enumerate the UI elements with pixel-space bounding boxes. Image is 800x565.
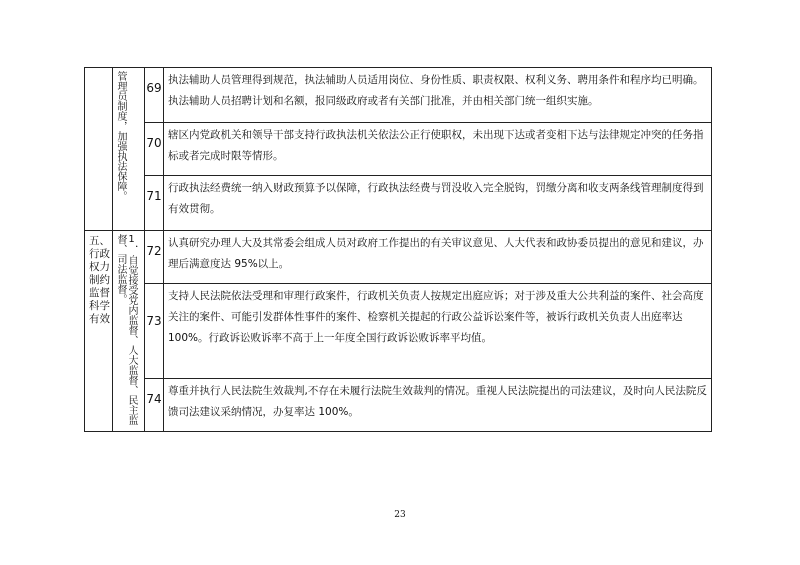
item-number: 72 (146, 244, 162, 258)
table-row (85, 68, 712, 123)
subcategory-cell (113, 68, 145, 231)
item-number: 73 (146, 314, 162, 328)
item-content: 辖区内党政机关和领导干部支持行政执法机关依法公正行使职权，未出现下达或者变相下达与法律规定冲突的任务指标或者完成时限等情形。 (168, 129, 704, 162)
item-number-cell (145, 379, 164, 432)
page-number: 23 (394, 510, 406, 520)
table-row (85, 176, 712, 231)
subcategory-cell (113, 231, 145, 432)
item-content-cell (164, 176, 712, 231)
item-content: 行政执法经费统一纳入财政预算予以保障，行政执法经费与罚没收入完全脱钩，罚缴分离和收支两条线管理制度得到有效贯彻。 (168, 182, 704, 215)
item-content-cell (164, 379, 712, 432)
item-number-cell (145, 68, 164, 123)
item-number: 74 (146, 392, 162, 406)
subcategory-text: 管理员制度，加强执法保障。 (115, 71, 126, 201)
item-content: 支持人民法院依法受理和审理行政案件，行政机关负责人按规定出庭应诉；对于涉及重大公共利益的案件、社会高度关注的案件、可能引发群体性事件的案件、检察机关提起的行政公益诉讼案件等，被诉行政机关负责人出庭率达 100%。行政诉讼败诉率不高于上一年度全国行政诉讼败诉率平均值。 (168, 290, 704, 344)
category-text: 五、行政权力制约监督科学有效 (89, 235, 110, 325)
item-content: 执法辅助人员管理得到规范，执法辅助人员适用岗位、身份性质、职责权限、权利义务、聘用条件和程序均已明确。执法辅助人员招聘计划和名额，报同级政府或者有关部门批准，并由相关部门统一组织实施。 (168, 74, 704, 107)
subcategory-text: 1．自觉接受党内监督、人大监督、民主监督、司法监督。 (115, 234, 137, 425)
category-cell-empty (85, 68, 113, 231)
item-content-cell (164, 68, 712, 123)
item-number-cell (145, 176, 164, 231)
item-number-cell (145, 123, 164, 176)
item-content-cell (164, 284, 712, 379)
indicator-table (84, 67, 712, 432)
item-content-cell (164, 231, 712, 284)
item-number-cell (145, 284, 164, 379)
item-number: 71 (146, 189, 162, 203)
table-row (85, 123, 712, 176)
table-row (85, 231, 712, 284)
item-number-cell (145, 231, 164, 284)
table-row (85, 379, 712, 432)
item-content: 尊重并执行人民法院生效裁判,不存在未履行法院生效裁判的情况。重视人民法院提出的司法建议，及时向人民法院反馈司法建议采纳情况，办复率达 100%。 (168, 385, 707, 418)
item-content: 认真研究办理人大及其常委会组成人员对政府工作提出的有关审议意见、人大代表和政协委员提出的意见和建议，办理后满意度达 95%以上。 (168, 237, 704, 270)
table-row (85, 284, 712, 379)
item-number: 70 (146, 136, 162, 150)
item-content-cell (164, 123, 712, 176)
category-cell (85, 231, 113, 432)
item-number: 69 (146, 81, 162, 95)
